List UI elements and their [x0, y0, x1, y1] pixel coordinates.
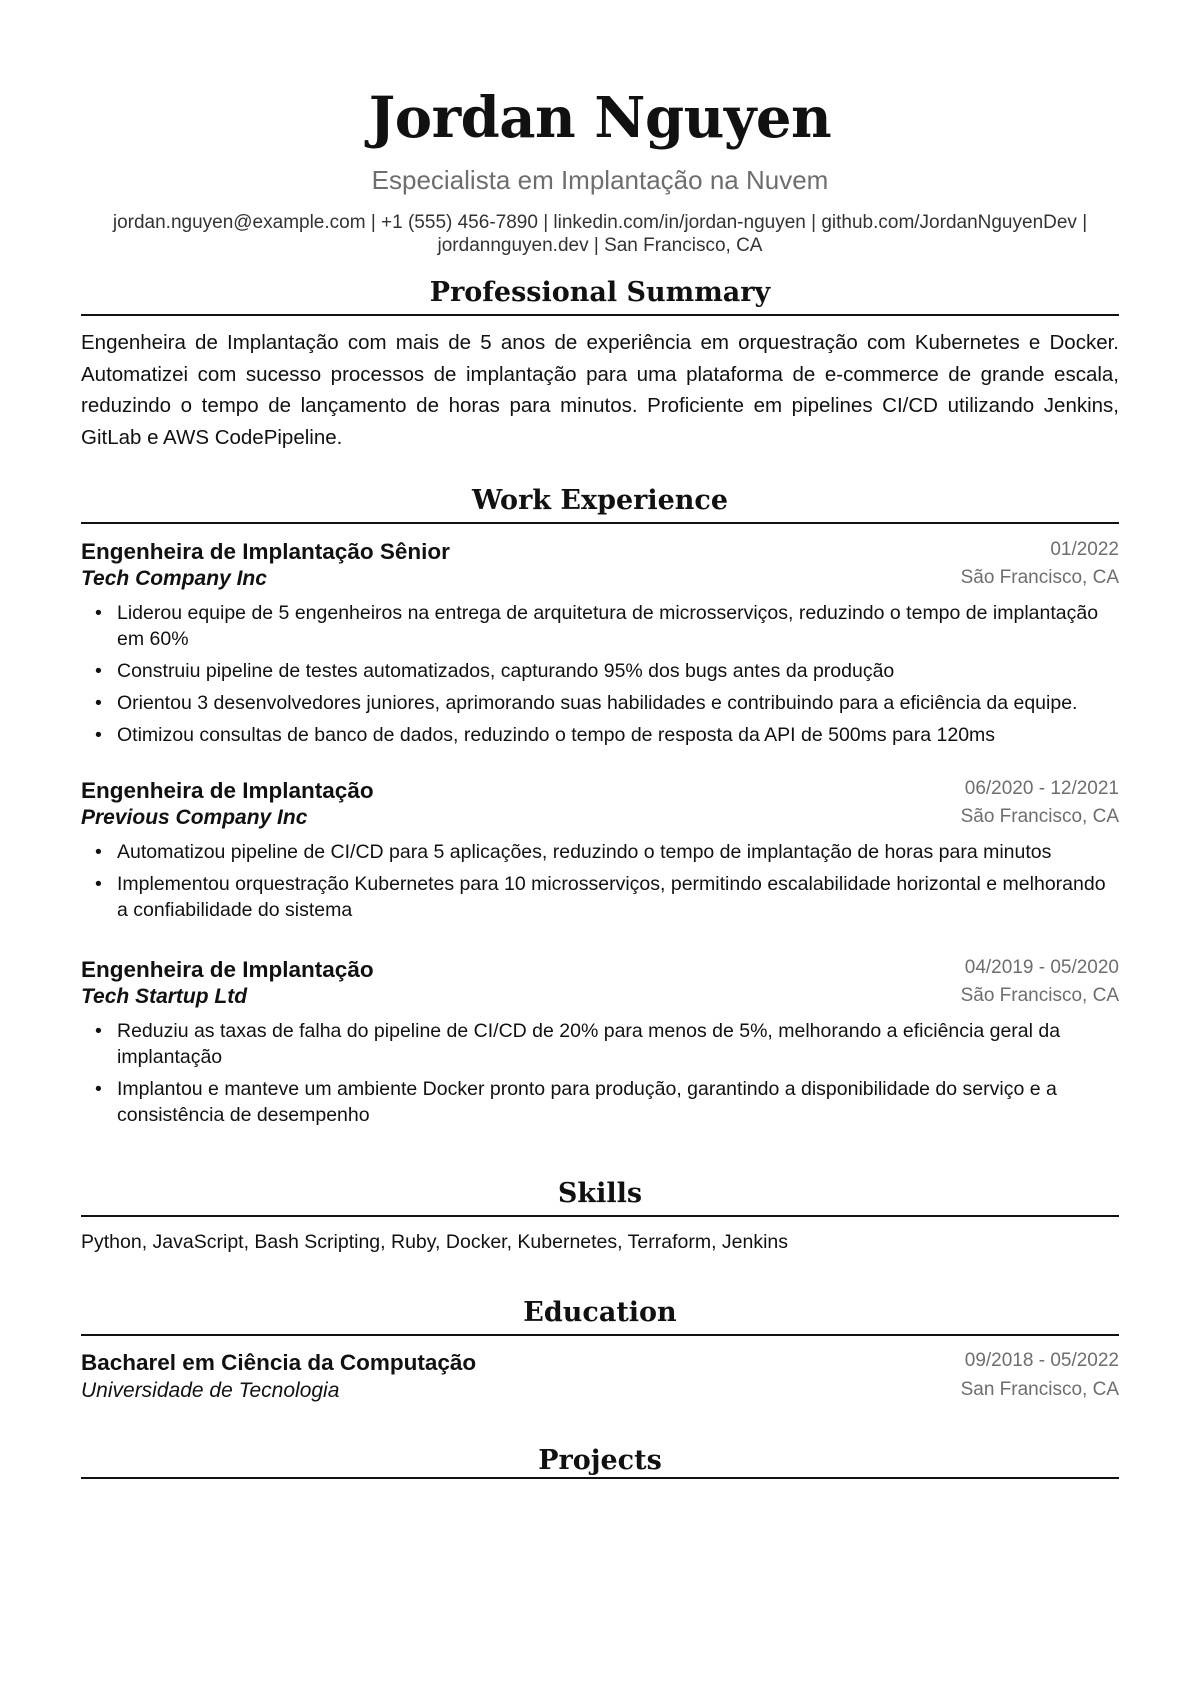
contact-info	[81, 211, 1119, 257]
education-dates: 09/2018 - 05/2022	[964, 1350, 1119, 1371]
contact-line-2: jordannguyen.dev | San Francisco, CA	[437, 235, 763, 256]
candidate-name: Jordan Nguyen	[368, 85, 832, 151]
job-company: Previous Company Inc	[81, 806, 308, 829]
job-title: Engenheira de Implantação	[81, 957, 374, 982]
list-item	[81, 690, 1119, 716]
job-location: São Francisco, CA	[960, 985, 1119, 1006]
job-dates: 06/2020 - 12/2021	[964, 778, 1119, 799]
job-dates: 01/2022	[1050, 539, 1119, 560]
job-title: Engenheira de Implantação	[81, 778, 374, 803]
job-bullets	[81, 600, 1119, 754]
contact-line-1: jordan.nguyen@example.com | +1 (555) 456-7890 | linkedin.com/in/jordan-nguyen | github.com/JordanNguyenDev |	[112, 212, 1088, 233]
skills-list: Python, JavaScript, Bash Scripting, Ruby, Docker, Kubernetes, Terraform, Jenkins	[81, 1231, 789, 1253]
section-title-work: Work Experience	[471, 485, 729, 516]
list-item	[81, 839, 1119, 865]
job-title: Engenheira de Implantação Sênior	[81, 539, 450, 564]
section-title-skills: Skills	[557, 1178, 643, 1209]
bullet-icon: •	[95, 692, 102, 714]
education-degree: Bacharel em Ciência da Computação	[81, 1350, 477, 1375]
list-item	[81, 600, 1119, 652]
job-location: São Francisco, CA	[960, 567, 1119, 588]
bullet-text: Automatizou pipeline de CI/CD para 5 aplicações, reduzindo o tempo de implantação de horas para minutos	[117, 841, 1052, 863]
job-dates: 04/2019 - 05/2020	[964, 957, 1119, 978]
section-title-projects: Projects	[538, 1445, 662, 1476]
bullet-icon: •	[95, 1020, 102, 1042]
candidate-title: Especialista em Implantação na Nuvem	[371, 165, 829, 195]
bullet-icon: •	[95, 873, 102, 895]
bullet-text: Implantou e manteve um ambiente Docker pronto para produção, garantindo a disponibilidade do serviço e a consistência de desempenho	[117, 1078, 1057, 1126]
job-bullets	[81, 1018, 1119, 1134]
bullet-text: Reduziu as taxas de falha do pipeline de CI/CD de 20% para menos de 5%, melhorando a eficiência geral da implantação	[117, 1020, 1061, 1068]
list-item	[81, 722, 1119, 748]
bullet-icon: •	[95, 841, 102, 863]
section-title-education: Education	[523, 1297, 677, 1328]
bullet-text: Orientou 3 desenvolvedores juniores, aprimorando suas habilidades e contribuindo para a eficiência da equipe.	[117, 692, 1078, 714]
education-location: San Francisco, CA	[960, 1379, 1119, 1400]
summary-text: Engenheira de Implantação com mais de 5 anos de experiência em orquestração com Kubernetes e Docker. Automatizei com sucesso processos de implantação para uma plataforma de e-commerce de grande escala, reduzindo o tempo de lançamento de horas para minutos. Proficiente em pipelines CI/CD utilizando Jenkins, GitLab e AWS CodePipeline.	[81, 331, 1119, 449]
list-item	[81, 1018, 1119, 1070]
section-divider	[81, 314, 1119, 316]
section-divider	[81, 1334, 1119, 1336]
job-location: São Francisco, CA	[960, 806, 1119, 827]
section-divider	[81, 522, 1119, 524]
section-divider	[81, 1215, 1119, 1217]
section-divider	[81, 1477, 1119, 1479]
bullet-icon: •	[95, 724, 102, 746]
bullet-text: Construiu pipeline de testes automatizados, capturando 95% dos bugs antes da produção	[117, 660, 895, 682]
job-bullets	[81, 839, 1119, 929]
list-item	[81, 1076, 1119, 1128]
list-item	[81, 658, 1119, 684]
section-title-summary: Professional Summary	[429, 277, 771, 308]
bullet-text: Otimizou consultas de banco de dados, reduzindo o tempo de resposta da API de 500ms para 120ms	[117, 724, 996, 746]
bullet-icon: •	[95, 602, 102, 624]
job-company: Tech Company Inc	[81, 567, 267, 590]
bullet-icon: •	[95, 660, 102, 682]
bullet-icon: •	[95, 1078, 102, 1100]
job-company: Tech Startup Ltd	[81, 985, 248, 1008]
bullet-text: Liderou equipe de 5 engenheiros na entrega de arquitetura de microsserviços, reduzindo o tempo de implantação em 60%	[117, 602, 1099, 650]
bullet-text: Implementou orquestração Kubernetes para 10 microsserviços, permitindo escalabilidade horizontal e melhorando a confiabilidade do sistema	[117, 873, 1106, 921]
list-item	[81, 871, 1119, 923]
education-school: Universidade de Tecnologia	[81, 1379, 340, 1402]
